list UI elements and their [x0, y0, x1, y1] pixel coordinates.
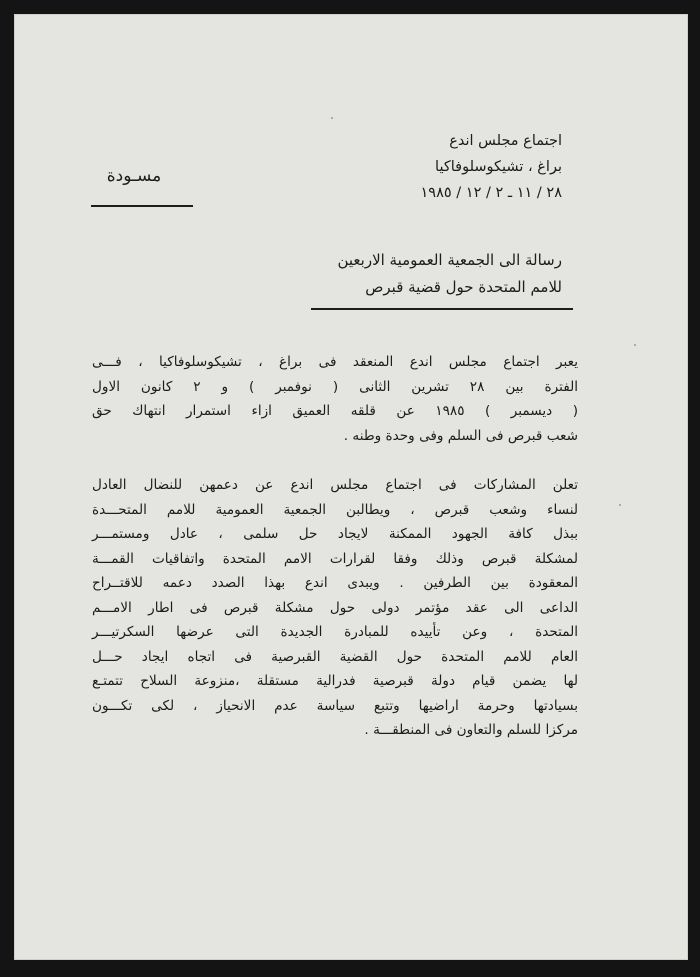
paragraph-line: الفترة بين ٢٨ تشرين الثانى ( نوفمبر ) و ٢ كانون الاول: [92, 378, 578, 395]
header-location: براغ ، تشيكوسلوفاكيا: [435, 159, 562, 175]
paragraph-line: ( ديسمبر ) ١٩٨٥ عن قلقه العميق ازاء استمرار انتهاك حق: [92, 403, 579, 419]
paragraph-line: الداعى الى عقد مؤتمر دولى حول مشكلة قبرص فى اطار الامـــم: [92, 599, 578, 616]
header-date-range: ٢٨ / ١١ ـ ٢ / ١٢ / ١٩٨٥: [420, 185, 562, 201]
paragraph-line: العام للامم المتحدة حول القضية القبرصية فى اتجاه ايجاد حـــل: [92, 648, 578, 665]
subject-underline: [311, 308, 573, 310]
paper-speck: [634, 344, 636, 346]
paragraph-line: ببذل كافة الجهود الممكنة لايجاد حل سلمى ، عادل ومستمـــر: [92, 526, 578, 542]
paragraph-line: تعلن المشاركات فى اجتماع مجلس اندع عن دعمهن للنضال العادل: [92, 477, 578, 493]
paragraph-line: لها يضمن قيام دولة قبرصية فدرالية مستقلة ،منزوعة السلاح تتمتـع: [92, 673, 578, 689]
paragraph-line: بسيادتها وحرمة اراضيها وتتبع سياسة عدم الانحياز ، لكى تكـــون: [92, 697, 578, 714]
draft-stamp: مسـودة: [106, 166, 162, 186]
subject-line-1: رسالة الى الجمعية العمومية الاربعين: [337, 251, 562, 269]
document-page: [14, 14, 688, 960]
subject-line-2: للامم المتحدة حول قضية قبرص: [365, 278, 562, 296]
subject-heading: [337, 247, 562, 301]
paragraph-line: لمشكلة قبرص وذلك وفقا لقرارات الامم المتحدة واتفاقيات القمـــة: [92, 550, 578, 567]
paper-speck: [331, 117, 333, 119]
header-meeting-title: اجتماع مجلس اندع: [449, 133, 562, 149]
paragraph-line: المعقودة بين الطرفين . ويبدى اندع بهذا الصدد دعمه للاقتــراح: [92, 575, 578, 591]
paragraph-1: [92, 350, 578, 448]
paper-speck: [619, 504, 621, 506]
paragraph-line: لنساء وشعب قبرص ، ويطالبن الجمعية العمومية للامم المتحـــدة: [92, 501, 578, 518]
paragraph-line: يعبر اجتماع مجلس اندع المنعقد فى براغ ، تشيكوسلوفاكيا ، فـــى: [92, 354, 578, 370]
paragraph-line: مركزا للسلم والتعاون فى المنطقـــة .: [364, 722, 578, 738]
meeting-header: [421, 128, 562, 206]
paragraph-line: شعب قبرص فى السلم وفى وحدة وطنه .: [343, 427, 578, 444]
draft-underline: [91, 205, 193, 207]
paragraph-2: [92, 473, 578, 743]
paragraph-line: المتحدة ، وعن تأييده للمبادرة الجديدة التى عرضها السكرتيـــر: [92, 624, 578, 640]
